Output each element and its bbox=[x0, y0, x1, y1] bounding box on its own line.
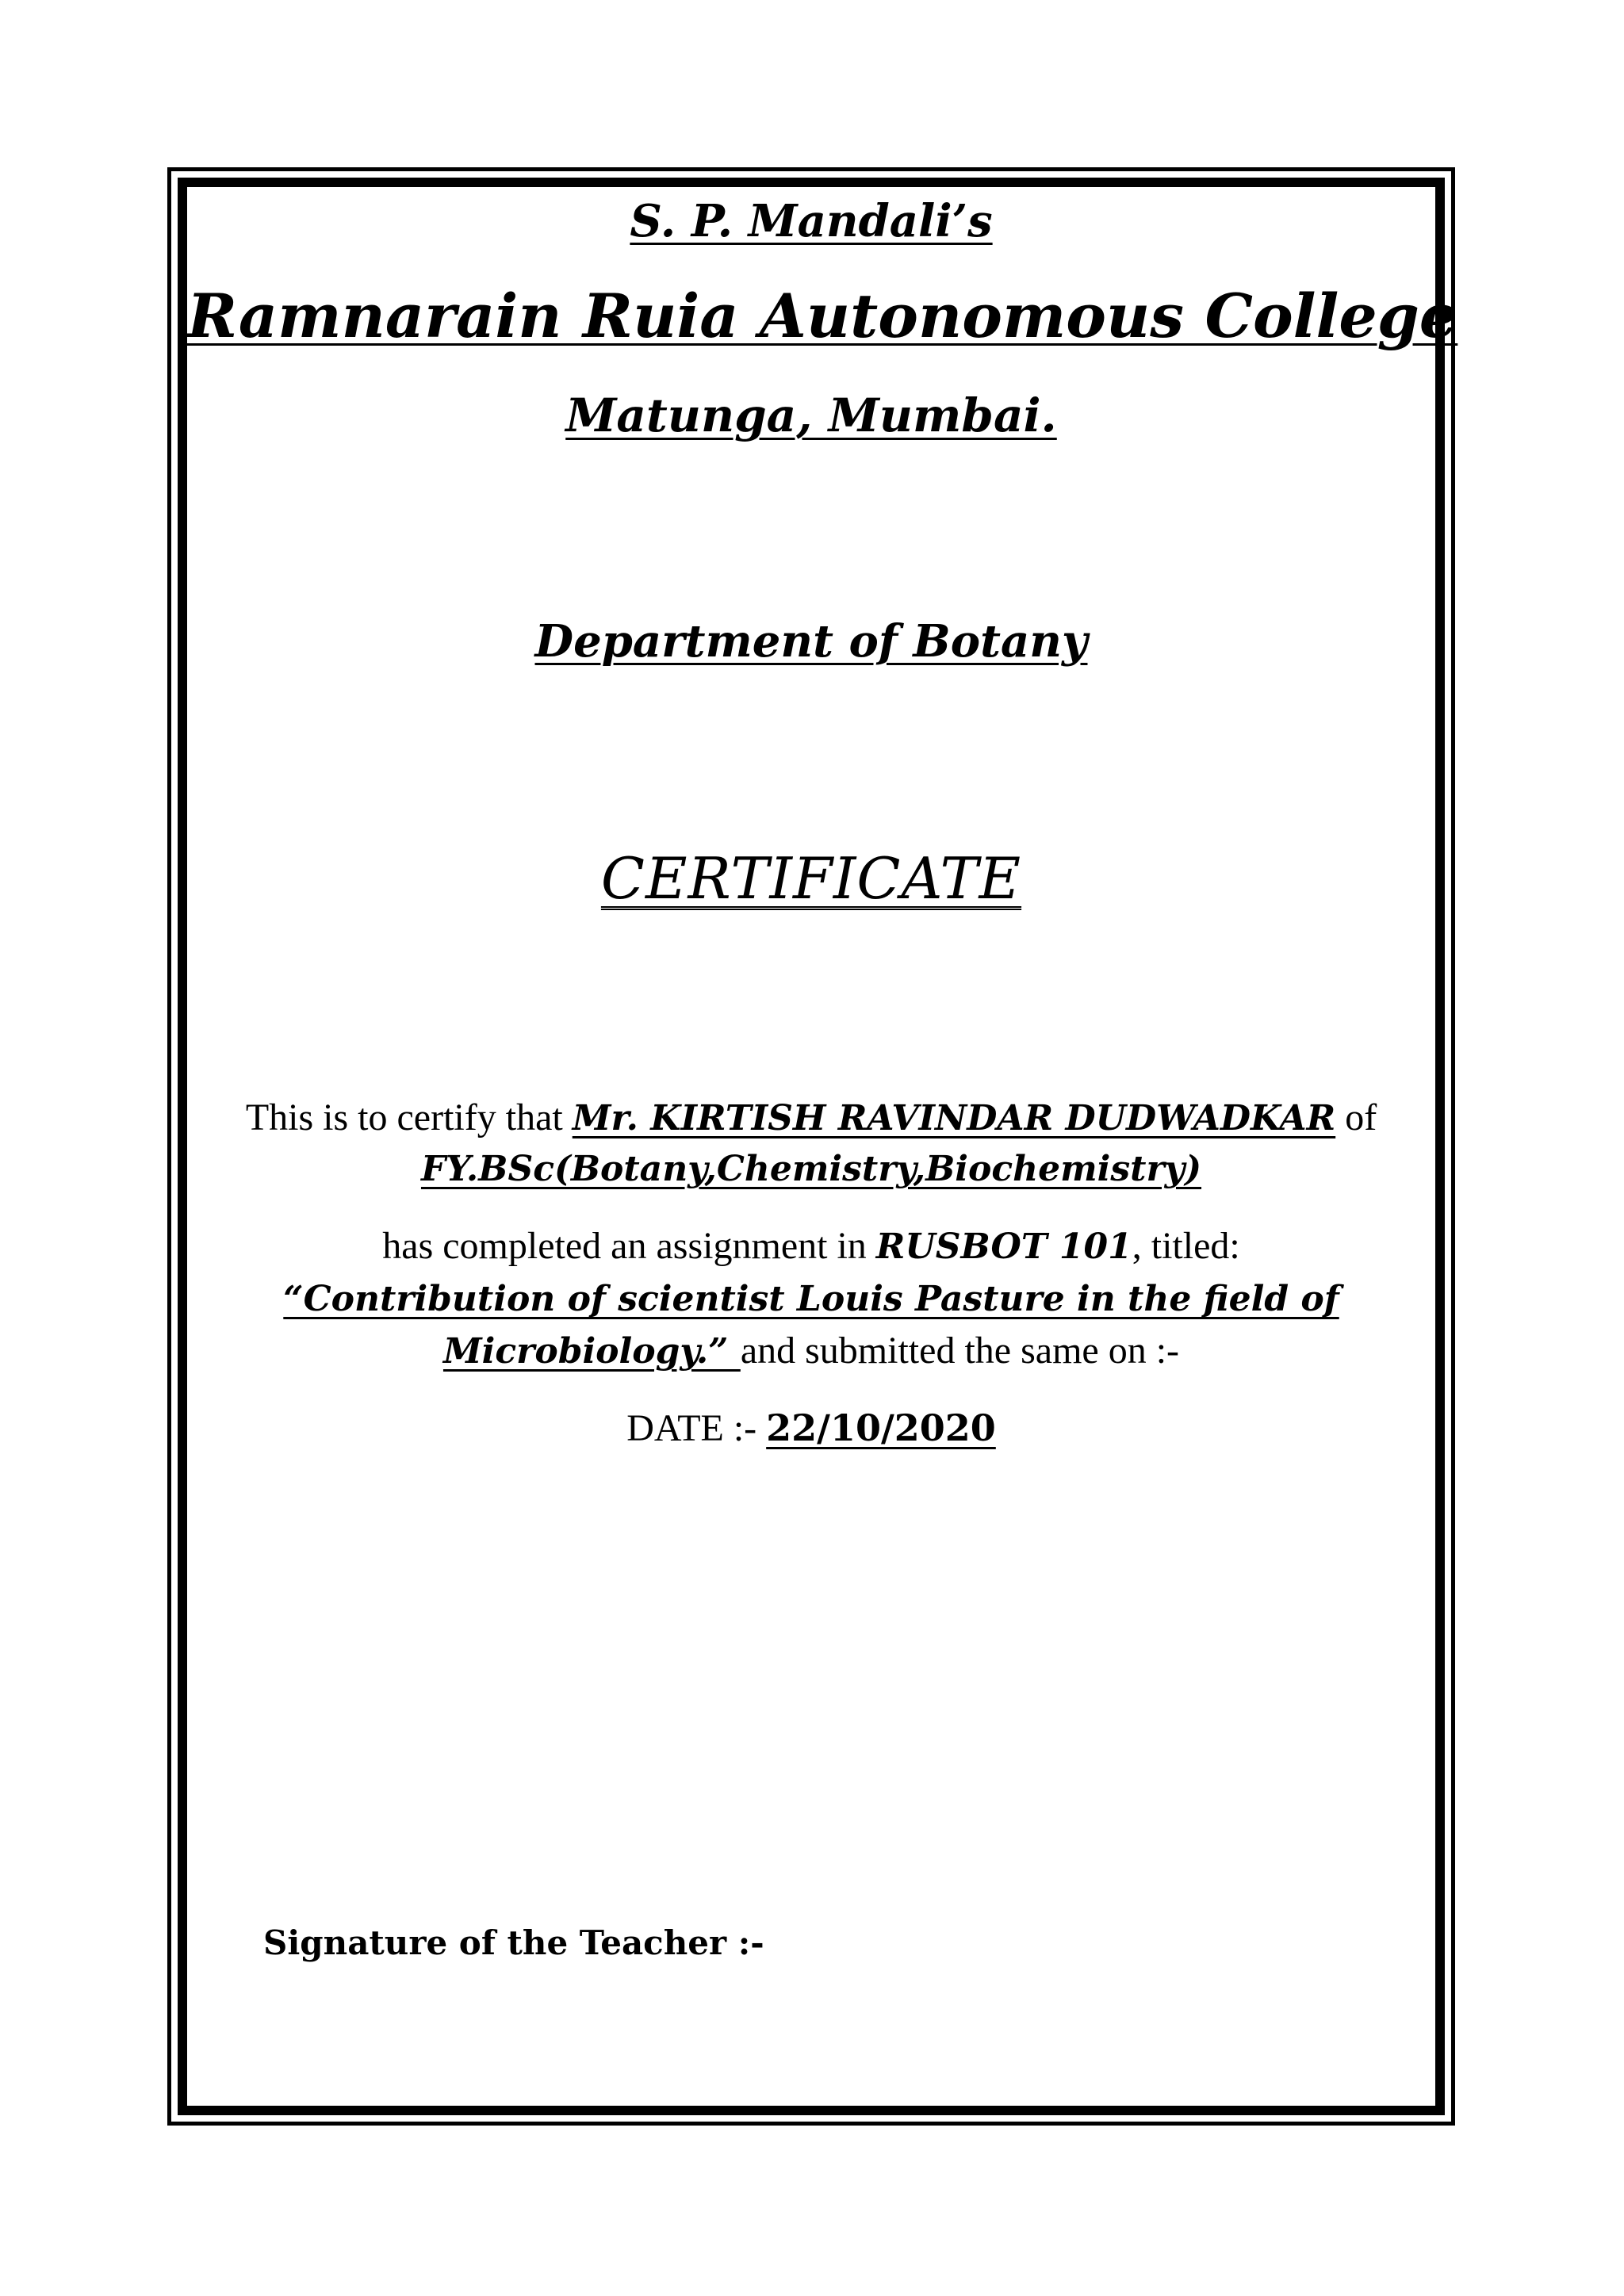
course-code: RUSBOT 101 bbox=[875, 1226, 1132, 1267]
department-line bbox=[187, 615, 1435, 668]
certify-line bbox=[187, 1096, 1435, 1139]
date-line bbox=[187, 1406, 1435, 1450]
college-line bbox=[187, 281, 1458, 351]
assignment-title-part-2: Microbiology.” bbox=[442, 1331, 741, 1372]
city-line bbox=[187, 388, 1435, 442]
department-name: Department of Botany bbox=[534, 615, 1088, 668]
assignment-title-line-2 bbox=[187, 1329, 1435, 1372]
certify-intro: This is to certify that bbox=[245, 1096, 573, 1138]
assignment-title-part-1: “Contribution of scientist Louis Pasture in the field of bbox=[283, 1279, 1339, 1319]
assignment-line bbox=[187, 1224, 1435, 1268]
program-name: FY.BSc(Botany,Chemistry,Biochemistry) bbox=[420, 1149, 1202, 1189]
assignment-prefix: has completed an assignment in bbox=[382, 1225, 876, 1267]
titled-text: , titled: bbox=[1132, 1225, 1240, 1267]
certificate-content bbox=[187, 187, 1458, 2106]
mandali-name: S. P. Mandali’s bbox=[630, 195, 993, 247]
date-label: DATE :- bbox=[626, 1407, 767, 1449]
teacher-signature-label: Signature of the Teacher :- bbox=[263, 1923, 764, 1962]
of-text: of bbox=[1335, 1096, 1377, 1138]
submitted-text: and submitted the same on :- bbox=[740, 1330, 1180, 1372]
assignment-title-line-1 bbox=[187, 1276, 1435, 1320]
college-city: Matunga, Mumbai. bbox=[565, 388, 1057, 442]
certificate-title: CERTIFICATE bbox=[600, 845, 1022, 912]
student-name: Mr. KIRTISH RAVINDAR DUDWADKAR bbox=[572, 1098, 1336, 1138]
date-value: 22/10/2020 bbox=[766, 1406, 996, 1449]
mandali-line bbox=[187, 195, 1435, 247]
college-name: Ramnarain Ruia Autonomous College bbox=[187, 281, 1458, 351]
program-line bbox=[187, 1146, 1435, 1190]
